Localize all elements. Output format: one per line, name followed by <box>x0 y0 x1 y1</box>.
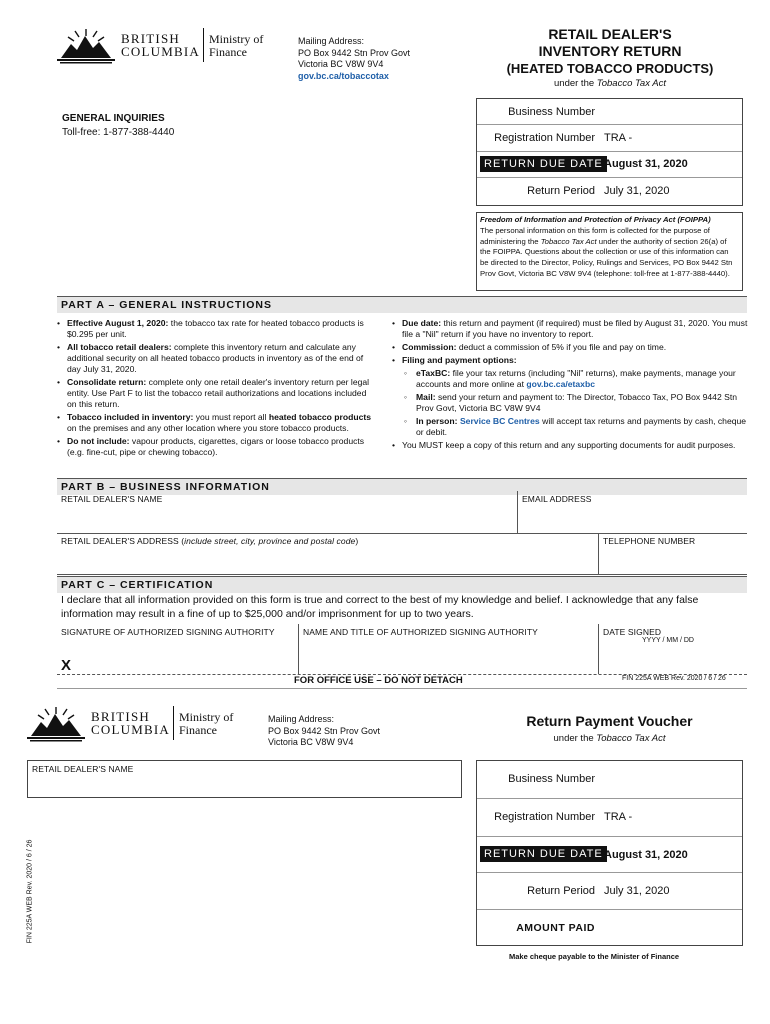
return-due-date-value: August 31, 2020 <box>604 158 688 170</box>
certification-declaration: I declare that all information provided on this form is true and correct to the best of my knowledge and belief. I acknowledge that any false information may result in a fine of up to $25,000 and/or imprisonment for up to two years. <box>61 594 699 620</box>
voucher-due-date-label: RETURN DUE DATE <box>480 846 607 862</box>
part-a-left-item <box>57 412 375 434</box>
part-a-left-text: you must report all <box>193 412 269 422</box>
tobacco-tax-link[interactable]: gov.bc.ca/tobaccotax <box>298 70 389 81</box>
email-label: EMAIL ADDRESS <box>522 494 592 504</box>
part-a-left-item <box>57 318 375 340</box>
voucher-fields-box <box>476 760 743 946</box>
foippa-heading: Freedom of Information and Protection of Privacy Act (FOIPPA) <box>480 215 711 224</box>
signature-label: SIGNATURE OF AUTHORIZED SIGNING AUTHORITY <box>61 627 275 637</box>
mailing-label: Mailing Address: <box>298 36 365 46</box>
part-a-heading: PART A – GENERAL INSTRUCTIONS <box>57 296 747 313</box>
business-number-label: Business Number <box>508 106 595 118</box>
voucher-mailing-label: Mailing Address: <box>268 714 335 724</box>
part-a-left-bold: Do not include: <box>67 436 130 446</box>
voucher-logo-finance: Finance <box>179 723 217 737</box>
inquiries-tollfree: Toll-free: 1-877-388-4440 <box>62 127 175 138</box>
telephone-input[interactable] <box>599 547 747 574</box>
part-a-left-bold: Tobacco included in inventory: <box>67 412 194 422</box>
amount-paid-label: AMOUNT PAID <box>516 922 595 934</box>
voucher-logo-columbia: COLUMBIA <box>91 722 170 737</box>
part-a-left-bold: Effective August 1, 2020: <box>67 318 169 328</box>
dealer-name-input[interactable] <box>57 504 517 532</box>
return-due-date-label: RETURN DUE DATE <box>480 156 607 172</box>
mailing-line2: Victoria BC V8W 9V4 <box>298 59 384 69</box>
voucher-due-date-value: August 31, 2020 <box>604 849 688 861</box>
business-number-input[interactable] <box>601 101 741 121</box>
part-a-left-list <box>57 318 375 458</box>
voucher-business-number-label: Business Number <box>508 773 595 785</box>
voucher-dealer-name-input[interactable] <box>28 775 461 797</box>
in-person-text: will accept tax returns and payments by cash, cheque or debit. <box>416 416 747 437</box>
etax-bold: eTaxBC: <box>416 368 451 378</box>
foippa-body2: under the authority of section 26(a) of the FOIPPA. Questions about the collection or use of this information can be directed to the Director, Policy, Rulings and Services, PO Box 9442 Stn Prov Govt, Victoria BC V8W 9V4 (telephone: toll-free at 1-877-388-4440). <box>480 236 733 278</box>
foippa-act: Tobacco Tax Act <box>540 236 597 246</box>
voucher-title-block <box>476 712 743 748</box>
part-a-left-text: complete this inventory return and calculate any additional security on all heated tobacco products in inventory as of the end of day July 31, 2020. <box>67 342 364 374</box>
foippa-body1: The personal information on this form is collected for the purpose of administering the <box>480 225 710 246</box>
voucher-mailing-line1: PO Box 9442 Stn Prov Govt <box>268 725 381 736</box>
part-a-left-item <box>57 436 375 458</box>
due-date-item <box>392 318 748 340</box>
bc-logo <box>57 26 277 66</box>
part-a-left-text2: on the premises and any other location where you store tobacco products. <box>67 423 349 433</box>
title-under-act: Tobacco Tax Act <box>596 78 666 89</box>
signature-x-mark: X <box>61 657 72 674</box>
top-fields-box <box>476 98 743 206</box>
voucher-period-label: Return Period <box>527 885 595 897</box>
office-use-notice: FOR OFFICE USE – DO NOT DETACH <box>294 675 463 686</box>
mail-text: send your return and payment to: The Director, Tobacco Tax, PO Box 9442 Stn Prov Govt, Victoria BC V8W 9V4 <box>416 392 738 413</box>
voucher-registration-input[interactable]: TRA - <box>604 811 633 823</box>
title-line1: RETAIL DEALER'S <box>548 26 672 42</box>
part-a-left-text: vapour products, cigarettes, cigars or loose tobacco products (e.g. fine-cut, pipe or chewing tobacco). <box>67 436 365 457</box>
voucher-dealer-name-box <box>27 760 462 798</box>
date-format-hint: YYYY / MM / DD <box>642 637 694 644</box>
in-person-bold: In person: <box>416 416 458 426</box>
signature-input[interactable] <box>77 640 297 672</box>
form-title <box>470 26 750 91</box>
due-date-text: this return and payment (if required) must be filed by August 31, 2020. You must file a "Nil" return if you have no inventory to report. <box>402 318 748 339</box>
email-input[interactable] <box>518 504 747 532</box>
in-person-item <box>404 416 748 438</box>
voucher-logo-ministry-of: Ministry of <box>179 710 234 724</box>
mailing-address <box>298 36 410 82</box>
name-title-input[interactable] <box>299 640 597 672</box>
part-c-grid <box>57 624 747 674</box>
logo-line-british: BRITISH <box>121 31 180 46</box>
address-label-end: ) <box>355 536 359 546</box>
sun-mountains-icon <box>27 706 85 742</box>
voucher-business-number-input[interactable] <box>601 765 741 793</box>
filing-options-bold: Filing and payment options: <box>402 355 517 365</box>
general-inquiries <box>62 112 174 140</box>
mail-bold: Mail: <box>416 392 436 402</box>
voucher-mailing-line2: Victoria BC V8W 9V4 <box>268 737 354 747</box>
title-line3: (HEATED TOBACCO PRODUCTS) <box>506 61 714 76</box>
voucher-logo-british: BRITISH <box>91 709 150 724</box>
part-a-left-bold: All tobacco retail dealers: <box>67 342 172 352</box>
address-label <box>61 536 358 546</box>
dealer-name-label: RETAIL DEALER'S NAME <box>61 494 163 504</box>
sun-mountains-icon <box>57 28 115 64</box>
part-a-left-bold2: heated tobacco products <box>268 412 372 422</box>
registration-number-input[interactable]: TRA - <box>604 132 633 144</box>
foippa-notice <box>476 212 743 291</box>
voucher-under <box>476 730 743 748</box>
address-label-italic: include street, city, province and postal code <box>184 536 356 546</box>
part-a-left-item <box>57 342 375 375</box>
title-line2: INVENTORY RETURN <box>538 43 682 59</box>
inquiries-heading: GENERAL INQUIRIES <box>62 113 165 124</box>
part-a-left-item <box>57 377 375 410</box>
commission-text: deduct a commission of 5% if you file and pay on time. <box>456 342 667 352</box>
etax-text: file your tax returns (including "Nil" returns), make payments, manage your accounts and more online at <box>416 368 736 389</box>
due-date-bold: Due date: <box>402 318 442 328</box>
name-title-label: NAME AND TITLE OF AUTHORIZED SIGNING AUTHORITY <box>303 627 538 637</box>
voucher-under-act: Tobacco Tax Act <box>596 733 666 744</box>
address-input[interactable] <box>57 547 598 574</box>
voucher-mailing-address <box>268 714 380 749</box>
mail-item <box>404 392 748 414</box>
service-bc-link[interactable]: Service BC Centres <box>459 416 540 426</box>
title-under <box>470 77 750 91</box>
voucher-under-prefix: under the <box>553 733 597 744</box>
cheque-payable-note: Make cheque payable to the Minister of Finance <box>509 952 680 961</box>
keep-copy-item: • You MUST keep a copy of this return and any supporting documents for audit purposes. <box>392 440 748 451</box>
voucher-registration-label: Registration Number <box>494 811 595 823</box>
etaxbc-link[interactable]: gov.bc.ca/etaxbc <box>526 379 595 389</box>
return-period-value: July 31, 2020 <box>604 185 670 197</box>
date-signed-input[interactable] <box>599 646 747 672</box>
voucher-side-form-id: FIN 225A WEB Rev. 2020 / 6 / 26 <box>26 839 34 944</box>
voucher-dealer-name-label: RETAIL DEALER'S NAME <box>32 764 134 774</box>
date-signed-label: DATE SIGNED <box>603 627 662 637</box>
voucher-bc-logo <box>27 704 247 744</box>
logo-finance: Finance <box>209 45 247 59</box>
telephone-label: TELEPHONE NUMBER <box>603 536 696 546</box>
part-b-grid <box>57 491 747 575</box>
registration-number-label: Registration Number <box>494 132 595 144</box>
form-id-top: FIN 225A WEB Rev. 2020 / 6 / 26 <box>622 675 726 682</box>
part-b-heading: PART B – BUSINESS INFORMATION <box>57 478 747 495</box>
amount-paid-input[interactable] <box>601 913 741 943</box>
voucher-period-value: July 31, 2020 <box>604 885 670 897</box>
etax-item <box>404 368 748 390</box>
commission-item <box>392 342 748 353</box>
return-period-label: Return Period <box>527 185 595 197</box>
part-a-left <box>57 318 375 460</box>
foippa-body <box>480 226 739 280</box>
voucher-title: Return Payment Voucher <box>526 713 693 729</box>
part-c-heading: PART C – CERTIFICATION <box>57 576 747 593</box>
filing-options-item <box>392 355 748 366</box>
title-under-prefix: under the <box>554 78 597 89</box>
address-label-text: RETAIL DEALER'S ADDRESS ( <box>61 536 185 546</box>
commission-bold: Commission: <box>402 342 457 352</box>
part-a-right <box>392 318 748 453</box>
mailing-line1: PO Box 9442 Stn Prov Govt <box>298 47 411 58</box>
logo-line-columbia: COLUMBIA <box>121 44 200 59</box>
logo-ministry-of: Ministry of <box>209 32 264 46</box>
part-a-left-text: complete only one retail dealer's inventory return per legal entity. Use Part F to list the tobacco retail authorizations and locations included on this return. <box>67 377 370 409</box>
part-a-left-bold: Consolidate return: <box>67 377 147 387</box>
part-a-left-text: the tobacco tax rate for heated tobacco products is $0.295 per unit. <box>67 318 364 339</box>
